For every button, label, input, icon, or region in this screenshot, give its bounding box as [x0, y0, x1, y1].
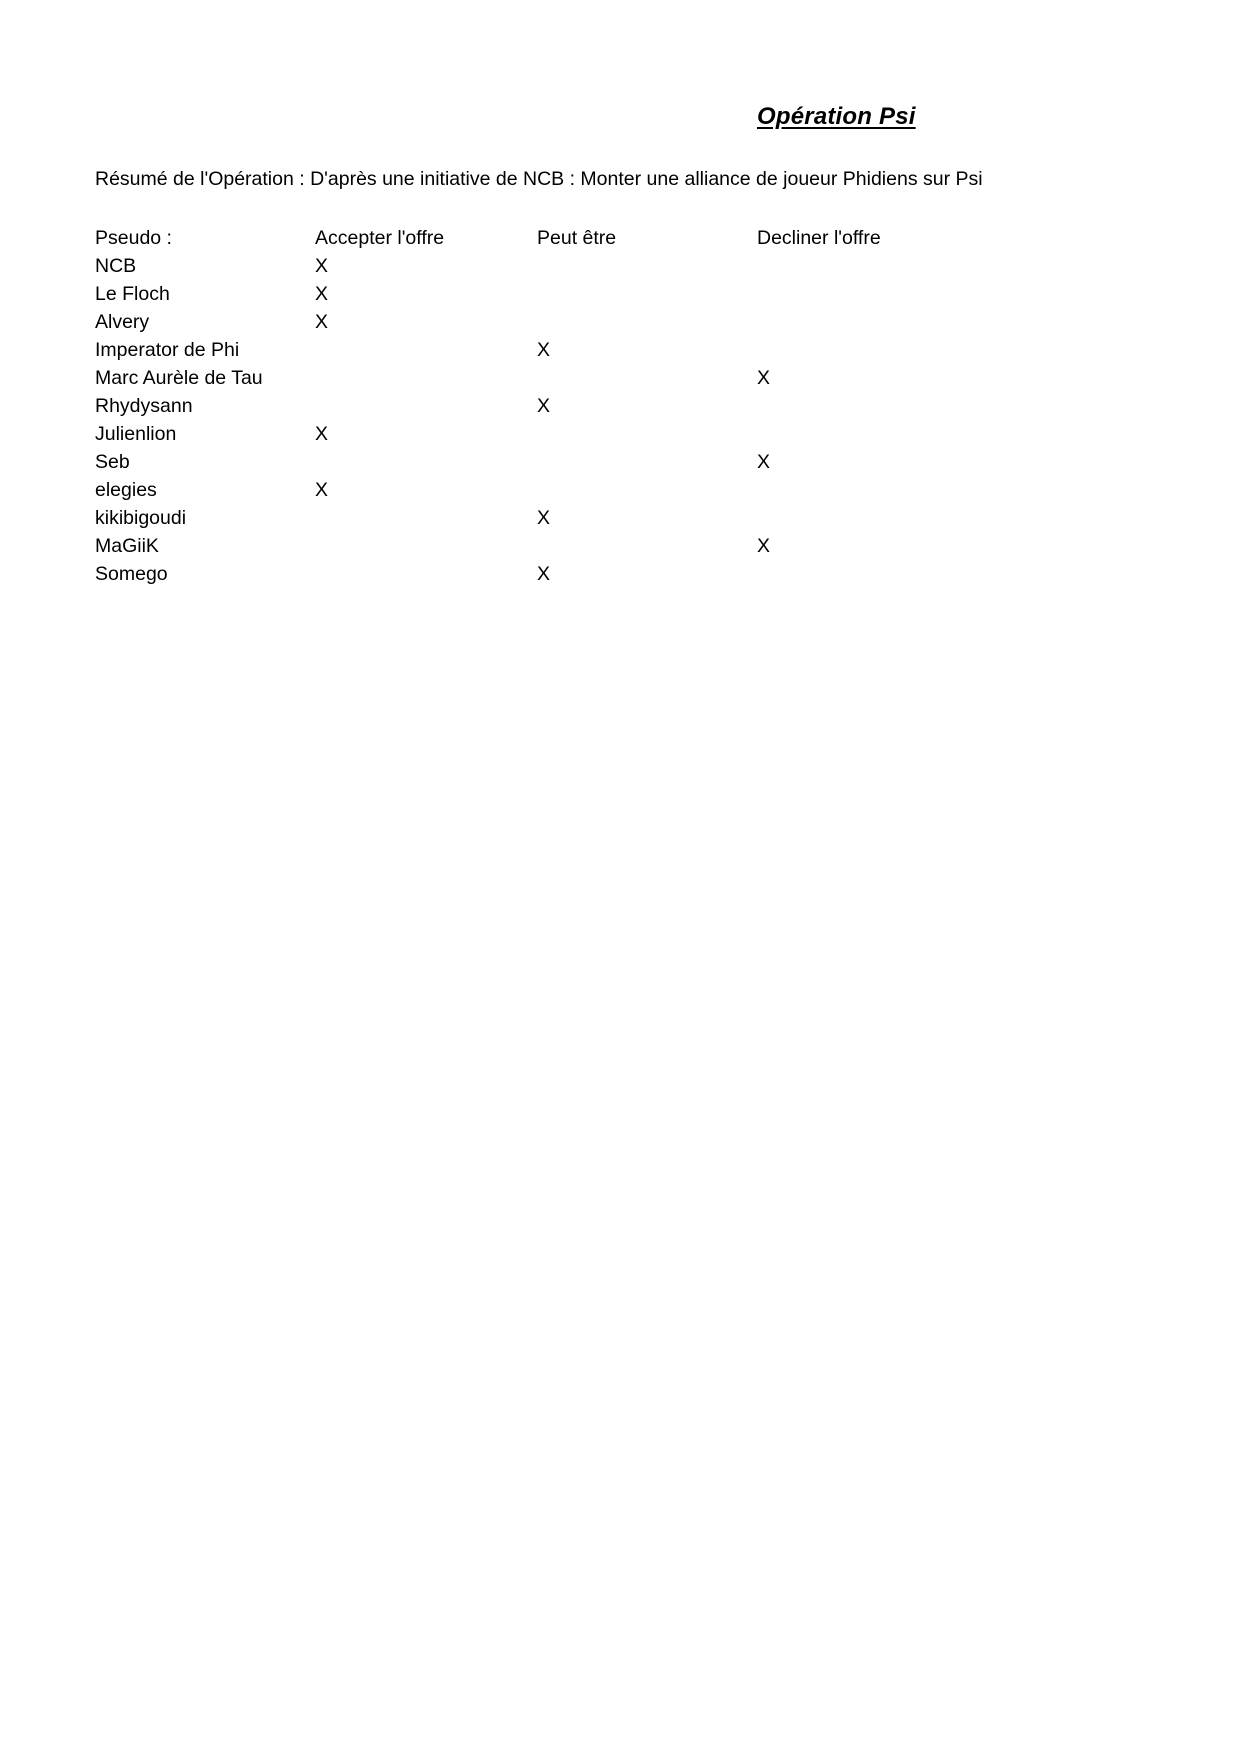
column-header-pseudo: Pseudo :: [95, 227, 172, 249]
cell-decline: X: [757, 451, 771, 473]
table-body: [0, 252, 1241, 588]
column-header-decline: Decliner l'offre: [757, 227, 881, 249]
cell-accept: X: [315, 283, 329, 305]
cell-maybe: X: [537, 507, 551, 529]
cell-accept: X: [315, 311, 329, 333]
cell-maybe: X: [537, 395, 551, 417]
cell-pseudo: Imperator de Phi: [95, 339, 240, 361]
cell-pseudo: Alvery: [95, 311, 150, 333]
cell-pseudo: NCB: [95, 255, 137, 277]
cell-pseudo: Seb: [95, 451, 130, 473]
cell-decline: X: [757, 367, 771, 389]
cell-pseudo: Somego: [95, 563, 168, 585]
table-row: [0, 476, 1241, 504]
cell-maybe: X: [537, 339, 551, 361]
cell-pseudo: MaGiiK: [95, 535, 159, 557]
responses-table: [0, 224, 1241, 588]
table-row: [0, 532, 1241, 560]
cell-pseudo: kikibigoudi: [95, 507, 187, 529]
table-row: [0, 252, 1241, 280]
cell-decline: X: [757, 535, 771, 557]
cell-pseudo: Rhydysann: [95, 395, 193, 417]
table-row: [0, 392, 1241, 420]
operation-summary: Résumé de l'Opération : D'après une initiative de NCB : Monter une alliance de joueur Phidiens sur Psi: [95, 168, 983, 190]
column-header-maybe: Peut être: [537, 227, 617, 249]
table-row: [0, 448, 1241, 476]
table-row: [0, 504, 1241, 532]
cell-maybe: X: [537, 563, 551, 585]
cell-accept: X: [315, 479, 329, 501]
page-title: Opération Psi: [757, 103, 916, 130]
cell-accept: X: [315, 255, 329, 277]
table-row: [0, 364, 1241, 392]
table-row: [0, 420, 1241, 448]
table-row: [0, 560, 1241, 588]
table-row: [0, 308, 1241, 336]
column-header-accept: Accepter l'offre: [315, 227, 445, 249]
table-row: [0, 280, 1241, 308]
cell-accept: X: [315, 423, 329, 445]
table-row: [0, 336, 1241, 364]
cell-pseudo: Julienlion: [95, 423, 177, 445]
cell-pseudo: elegies: [95, 479, 157, 501]
cell-pseudo: Le Floch: [95, 283, 170, 305]
cell-pseudo: Marc Aurèle de Tau: [95, 367, 263, 389]
table-header-row: [0, 224, 1241, 252]
